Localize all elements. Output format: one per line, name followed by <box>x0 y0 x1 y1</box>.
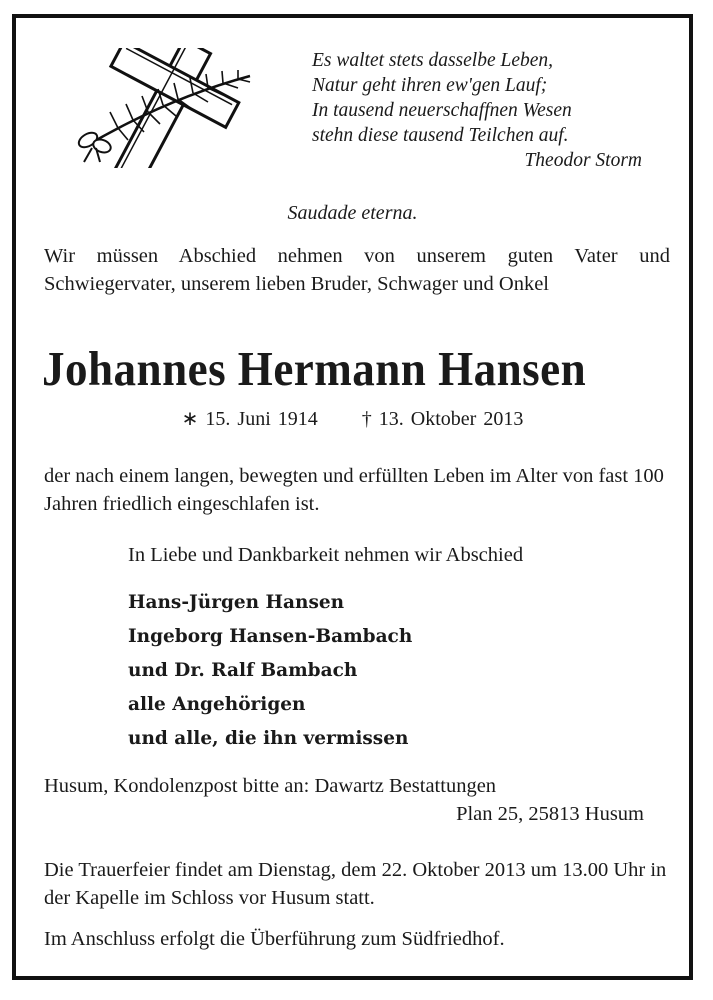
saudade-motto: Saudade eterna. <box>287 202 418 224</box>
poem-line: Es waltet stets dasselbe Leben, <box>312 50 554 71</box>
poem-line: stehn diese tausend Teilchen auf. <box>312 125 569 146</box>
birth-date: ∗ 15. Juni 1914 <box>181 408 318 430</box>
mourner: und Dr. Ralf Bambach <box>128 660 358 681</box>
poem-line: In tausend neuerschaffnen Wesen <box>312 100 572 121</box>
intro-text: Wir müssen Abschied nehmen von unserem guten Vater und Schwiegervater, unserem lieben Bruder, Schwager und Onkel <box>44 245 670 295</box>
poem-line: Natur geht ihren ew'gen Lauf; <box>312 75 548 96</box>
mourner: Hans-Jürgen Hansen <box>128 592 345 613</box>
funeral-service-text: Die Trauerfeier findet am Dienstag, dem 22. Oktober 2013 um 13.00 Uhr in der Kapelle im Schloss vor Husum statt. <box>44 859 667 909</box>
address-line: Husum, Kondolenzpost bitte an: Dawartz Bestattungen <box>44 775 497 797</box>
farewell-line: In Liebe und Dankbarkeit nehmen wir Abschied <box>128 544 524 566</box>
deceased-name: Johannes Hermann Hansen <box>42 341 587 396</box>
poem <box>312 48 642 173</box>
condolence-address <box>44 772 644 828</box>
mourners-list <box>128 586 412 756</box>
mourner: Ingeborg Hansen-Bambach <box>128 626 413 647</box>
transfer-text: Im Anschluss erfolgt die Überführung zum Südfriedhof. <box>44 928 505 950</box>
mourner: und alle, die ihn vermissen <box>128 728 409 749</box>
body-text: der nach einem langen, bewegten und erfüllten Leben im Alter von fast 100 Jahren friedlich eingeschlafen ist. <box>44 465 664 515</box>
address-line: Plan 25, 25813 Husum <box>456 803 644 825</box>
life-dates <box>16 406 689 431</box>
death-date: † 13. Oktober 2013 <box>361 408 524 430</box>
obituary-notice <box>12 14 693 980</box>
mourner: alle Angehörigen <box>128 694 306 715</box>
cross-with-palm-branch-icon <box>58 48 308 168</box>
poem-author: Theodor Storm <box>524 150 642 171</box>
